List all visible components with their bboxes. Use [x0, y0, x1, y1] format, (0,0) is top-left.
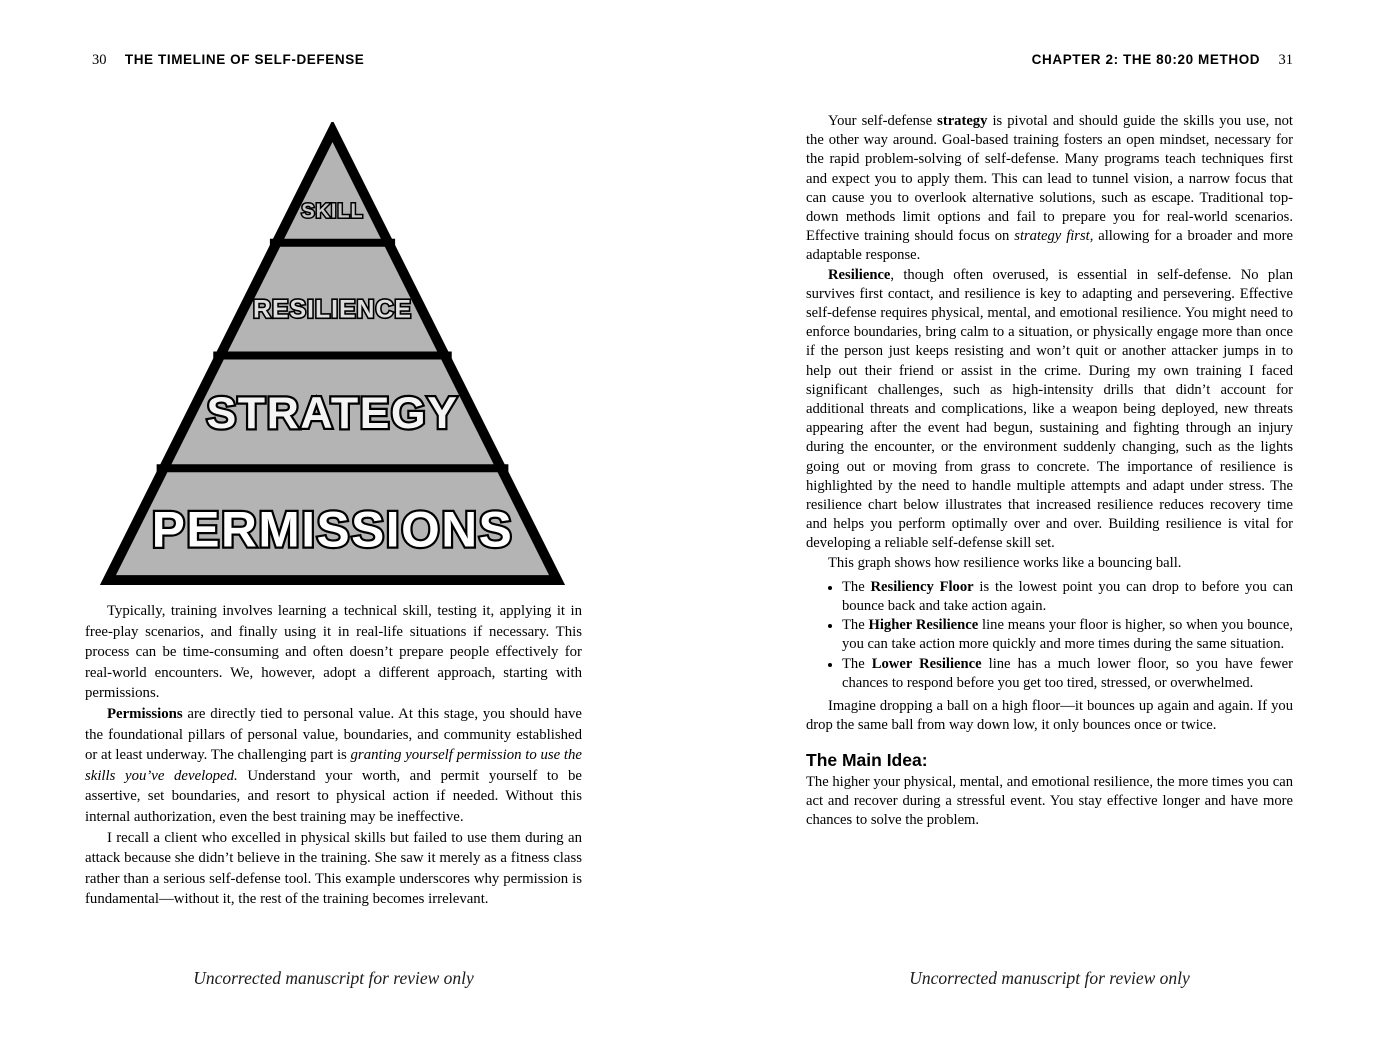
- left-page: [85, 0, 582, 1038]
- right-paragraph-imagine: Imagine dropping a ball on a high floor—it bounces up again and again. If you drop the same ball from way down low, it only bounces once or twice.: [806, 698, 1293, 734]
- right-paragraph-graph-intro: This graph shows how resilience works like a bouncing ball.: [828, 554, 1182, 571]
- resilience-bullet-list: [806, 578, 1293, 693]
- right-paragraph-resilience: Resilience, though often overused, is essential in self-defense. No plan survives first contact, and resilience is key to adapting and persevering. Effective self-defense requires physical, mental, and emotional resilience. You might need to enforce boundaries, bring calm to a situation, or physically engage more than once if the person just keeps resisting and won’t quit or another attacker jumps in to help out their friend or assist in the crime. During my own training I faced significant challenges, such as high-intensity drills that didn’t account for additional threats and complications, like a weapon being deployed, new threats appearing after the event had begun, sustaining and fighting through an injury during the encounter, or the environment suddenly changing, such as the lights going out or moving from grass to concrete. The importance of resilience is highlighted by the need to handle multiple attempts and adapt under stress. The resilience chart below illustrates that increased resilience reduces recovery time and helps you perform optimally over and over. Building resilience is vital for developing a reliable self-defense skill set.: [806, 266, 1293, 552]
- pyramid-svg: [98, 122, 567, 589]
- right-running-head-title: CHAPTER 2: THE 80:20 METHOD: [1031, 52, 1261, 67]
- right-paragraph-strategy: Your self-defense strategy is pivotal and should guide the skills you use, not the other way around. Goal-based training fosters an open mindset, necessary for the rapid problem-solving of self-defense. Many programs teach techniques first and expect you to apply them. This can lead to tunnel vision, a narrow focus that can cause you to overlook alternative solutions, such as escape. Traditional top-down methods limit options and fail to prepare you for real-world scenarios. Effective training should focus on strategy first, allowing for a broader and more adaptable response.: [806, 113, 1293, 264]
- right-body-text: [806, 112, 1293, 830]
- bullet-resiliency-floor: • The Resiliency Floor is the lowest point you can drop to before you can bounce back and take action again.: [842, 578, 1293, 616]
- left-footer-note: Uncorrected manuscript for review only: [193, 968, 474, 988]
- right-page-number: 31: [1278, 52, 1293, 68]
- right-page: [806, 0, 1293, 1038]
- main-idea-body: The higher your physical, mental, and emotional resilience, the more times you can act and recover during a stressful event. You stay effective longer and have more chances to solve the problem.: [806, 773, 1293, 829]
- pyramid-layer-strategy: STRATEGY: [206, 389, 459, 439]
- left-running-head: [85, 52, 582, 69]
- pyramid-layer-resilience: RESILIENCE: [253, 296, 412, 324]
- left-body-text: [85, 601, 582, 910]
- right-footer-note: Uncorrected manuscript for review only: [909, 968, 1190, 988]
- pyramid-layer-skill: SKILL: [301, 200, 364, 223]
- left-paragraph-client-story: I recall a client who excelled in physical skills but failed to use them during an attack because she didn’t believe in the training. She saw it merely as a fitness class rather than a serious self-defense tool. This example underscores why permission is fundamental—without it, the rest of the training becomes irrelevant.: [85, 829, 582, 908]
- left-running-head-title: THE TIMELINE OF SELF-DEFENSE: [124, 52, 365, 67]
- right-running-head: [806, 52, 1293, 69]
- pyramid-layer-permissions: PERMISSIONS: [151, 501, 514, 558]
- left-page-number: 30: [92, 52, 107, 68]
- left-paragraph-permissions: Permissions are directly tied to personal value. At this stage, you should have the foundational pillars of personal value, boundaries, and community established or at least underway. The challenging part is granting yourself permission to use the skills you’ve developed. Understand your worth, and permit yourself to be assertive, set boundaries, and resort to physical action if needed. Without this internal authorization, even the best training may be ineffective.: [85, 705, 582, 825]
- bullet-lower-resilience: • The Lower Resilience line has a much lower floor, so you have fewer chances to respond before you get too tired, stressed, or overwhelmed.: [842, 655, 1293, 693]
- pyramid-diagram: [98, 122, 567, 589]
- left-paragraph-typically: Typically, training involves learning a technical skill, testing it, applying it in free-play scenarios, and finally using it in real-life situations if necessary. This process can be time-consuming and often doesn’t prepare people effectively for real-world encounters. We, however, adopt a different approach, starting with permissions.: [85, 603, 582, 702]
- main-idea-heading: The Main Idea:: [806, 749, 928, 770]
- bullet-higher-resilience: • The Higher Resilience line means your floor is higher, so when you bounce, you can take action more quickly and more times during the same situation.: [842, 616, 1293, 654]
